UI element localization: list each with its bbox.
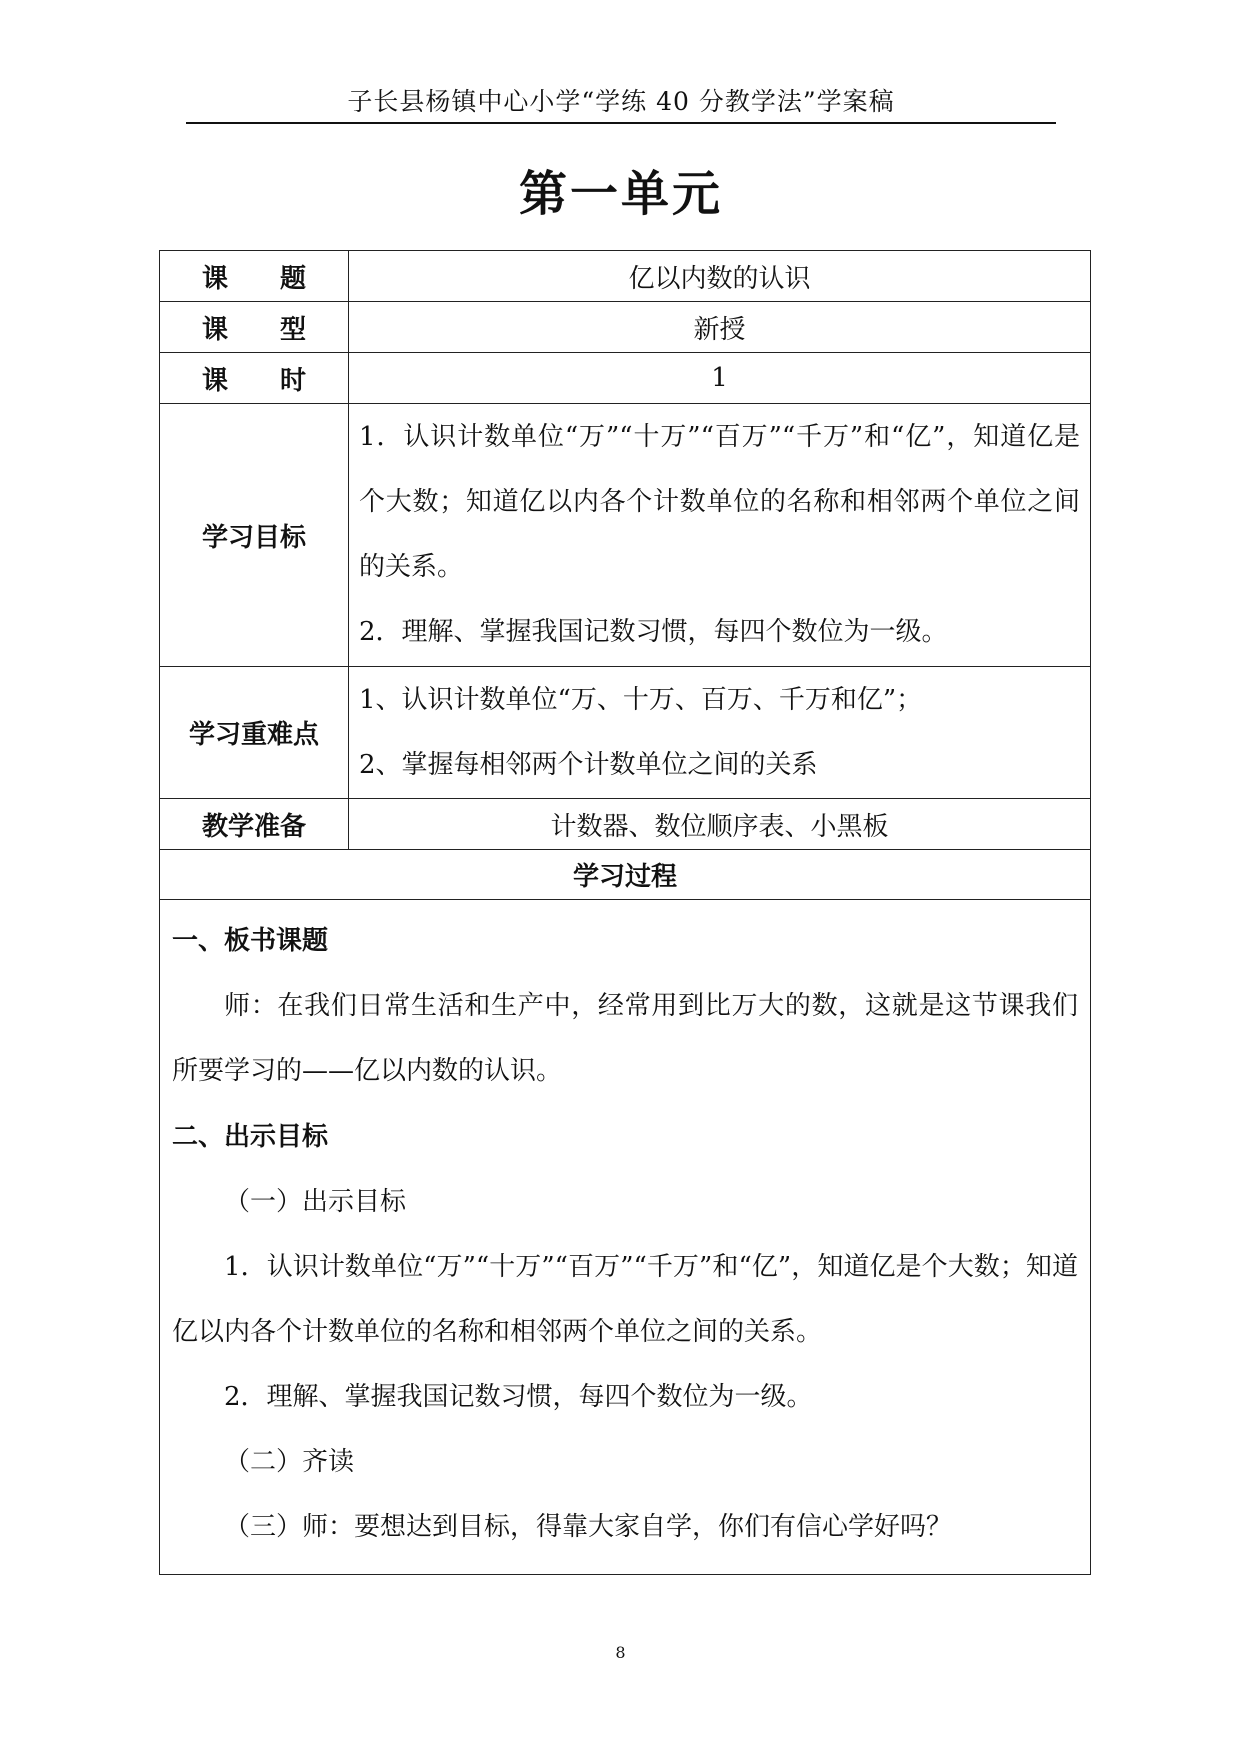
page-number: 8 <box>615 1643 626 1662</box>
row-type <box>160 302 1091 353</box>
row-preparation <box>160 799 1091 850</box>
row-key-points <box>160 667 1091 799</box>
section1-text: 师：在我们日常生活和生产中，经常用到比万大的数，这就是这节课我们所要学习的——亿以内数的认识。 <box>172 991 1078 1086</box>
lesson-plan-table <box>159 250 1091 1575</box>
objectives-cell <box>349 404 1091 667</box>
objective-item-1: 1．认识计数单位“万”“十万”“百万”“千万”和“亿”，知道亿是个大数；知道亿以内各个计数单位的名称和相邻两个单位之间的关系。 <box>359 422 1080 582</box>
objective-item-2: 2．理解、掌握我国记数习惯，每四个数位为一级。 <box>359 617 948 647</box>
row-objectives <box>160 404 1091 667</box>
process-heading: 学习过程 <box>160 850 1091 900</box>
row-periods <box>160 353 1091 404</box>
goal-item-2: 2．理解、掌握我国记数习惯，每四个数位为一级。 <box>224 1382 813 1412</box>
objectives-label: 学习目标 <box>160 404 349 667</box>
topic-label <box>160 251 349 302</box>
periods-label <box>160 353 349 404</box>
topic-label-char-1: 课 <box>201 263 228 294</box>
periods-value: 1 <box>349 353 1091 404</box>
topic-value: 亿以内数的认识 <box>349 251 1091 302</box>
type-label <box>160 302 349 353</box>
key-points-label: 学习重难点 <box>160 667 349 799</box>
section2-title: 二、出示目标 <box>172 1122 329 1152</box>
section1-title: 一、板书课题 <box>172 926 329 956</box>
periods-label-char-2: 时 <box>280 365 307 396</box>
type-label-char-2: 型 <box>280 314 307 345</box>
key-point-item-2: 2、掌握每相邻两个计数单位之间的关系 <box>359 749 818 780</box>
subsection-read-aloud: （二）齐读 <box>224 1447 355 1477</box>
preparation-value: 计数器、数位顺序表、小黑板 <box>349 799 1091 850</box>
key-point-item-1: 1、认识计数单位“万、十万、百万、千万和亿”； <box>359 684 923 715</box>
type-value: 新授 <box>349 302 1091 353</box>
row-process-heading <box>160 850 1091 900</box>
row-process-body <box>160 900 1091 1575</box>
type-label-char-1: 课 <box>201 314 228 345</box>
key-points-cell <box>349 667 1091 799</box>
subsection-teacher-question: （三）师：要想达到目标，得靠大家自学，你们有信心学好吗？ <box>224 1512 953 1542</box>
goal-item-1: 1．认识计数单位“万”“十万”“百万”“千万”和“亿”，知道亿是个大数；知道亿以内各个计数单位的名称和相邻两个单位之间的关系。 <box>172 1252 1078 1347</box>
page-header: 子长县杨镇中心小学“学练 40 分教学法”学案稿 <box>347 87 895 116</box>
subsection-show-goals: （一）出示目标 <box>224 1187 407 1217</box>
process-body <box>160 900 1091 1575</box>
preparation-label: 教学准备 <box>160 799 349 850</box>
topic-label-char-2: 题 <box>280 263 307 294</box>
periods-label-char-1: 课 <box>201 365 228 396</box>
row-topic <box>160 251 1091 302</box>
unit-title: 第一单元 <box>518 166 723 222</box>
header-rule <box>186 122 1056 124</box>
